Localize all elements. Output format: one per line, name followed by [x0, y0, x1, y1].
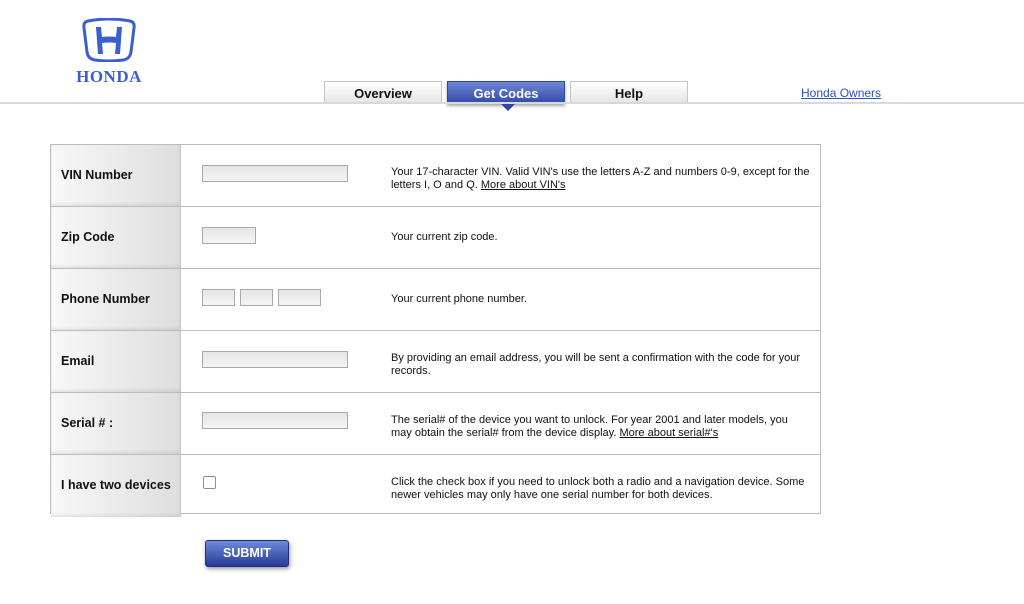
honda-wordmark: HONDA [76, 67, 142, 86]
vin-label: VIN Number [61, 168, 133, 182]
unlock-form [50, 144, 821, 514]
header-divider [0, 102, 1024, 104]
vin-description: Your 17-character VIN. Valid VIN's use the letters A-Z and numbers 0-9, except for the letters I, O and Q. More about VIN's [391, 166, 810, 191]
vin-input[interactable] [202, 165, 348, 182]
email-label: Email [61, 354, 95, 368]
tab-get-codes[interactable]: Get Codes [447, 81, 565, 104]
zip-input[interactable] [202, 227, 256, 244]
serial-label: Serial # : [61, 416, 114, 430]
row-phone [51, 269, 820, 331]
vin-more-link[interactable]: More about VIN's [480, 179, 566, 191]
phone-label: Phone Number [61, 292, 150, 306]
row-two-devices [51, 455, 820, 517]
email-input[interactable] [202, 351, 348, 368]
row-serial [51, 393, 820, 455]
zip-label: Zip Code [61, 230, 115, 244]
honda-h-logo-icon [82, 18, 136, 62]
two-devices-label: I have two devices [61, 478, 171, 492]
serial-description: The serial# of the device you want to unlock. For year 2001 and later models, you may obtain the serial# from the device display. More about serial#'s [391, 414, 788, 439]
two-devices-description: Click the check box if you need to unlock both a radio and a navigation device. Some newer vehicles may only have one serial number for both devices. [391, 476, 805, 501]
two-devices-checkbox[interactable] [203, 476, 216, 489]
active-tab-pointer-icon [501, 104, 515, 111]
honda-logo[interactable] [58, 18, 160, 84]
phone-description: Your current phone number. [391, 293, 527, 305]
row-vin [51, 145, 820, 207]
serial-input[interactable] [202, 412, 348, 429]
row-zip [51, 207, 820, 269]
row-email [51, 331, 820, 393]
honda-owners-link[interactable]: Honda Owners [801, 86, 882, 100]
submit-button[interactable]: SUBMIT [205, 540, 289, 567]
phone-area-input[interactable] [202, 289, 235, 306]
email-description: By providing an email address, you will be sent a confirmation with the code for your records. [391, 352, 801, 377]
phone-line-input[interactable] [278, 289, 321, 306]
phone-prefix-input[interactable] [240, 289, 273, 306]
tab-help[interactable]: Help [570, 81, 688, 104]
tab-overview[interactable]: Overview [324, 81, 442, 104]
serial-more-link[interactable]: More about serial#'s [619, 427, 719, 439]
zip-description: Your current zip code. [391, 231, 498, 243]
